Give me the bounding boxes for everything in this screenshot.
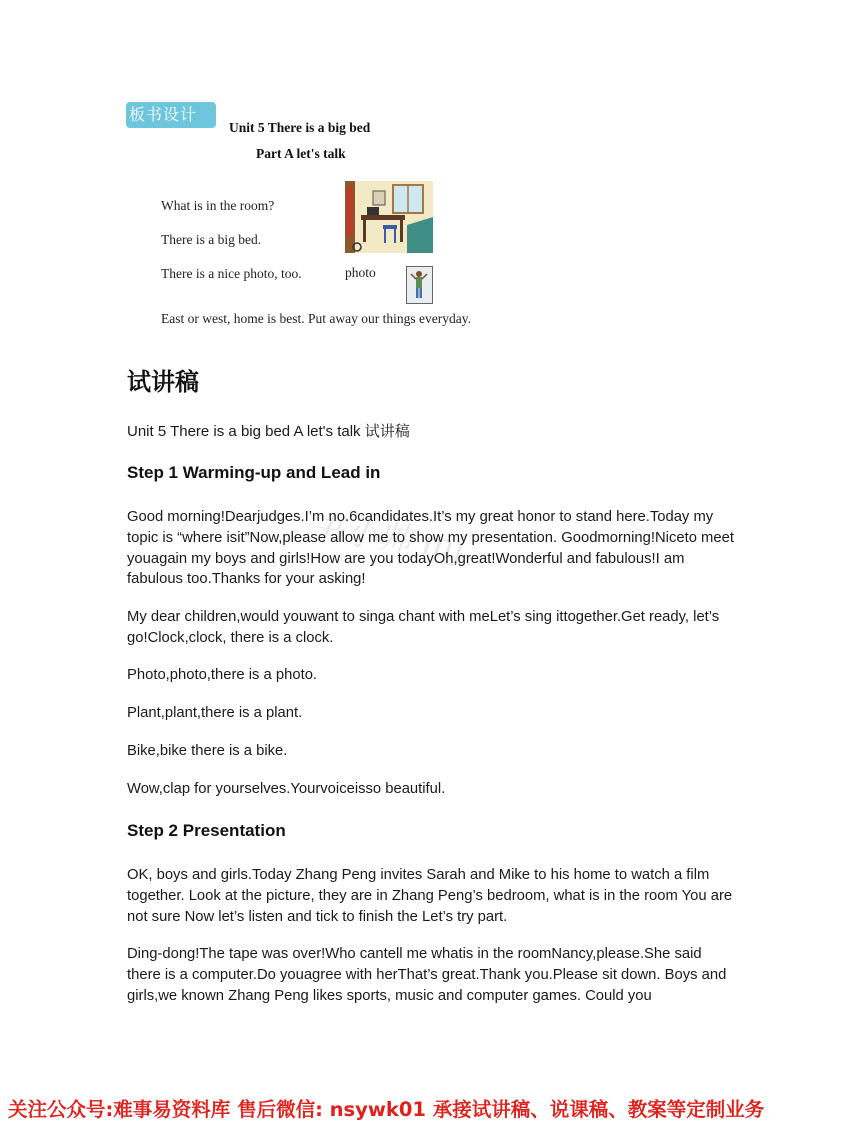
step1-paragraph-5: Bike,bike there is a bike. <box>127 743 288 759</box>
board-design-badge: 板书设计 <box>126 102 216 128</box>
board-line-1: What is in the room? <box>161 198 275 213</box>
step2-title: Step 2 Presentation <box>127 821 286 840</box>
step1-paragraph-3: Photo,photo,there is a photo. <box>127 667 318 683</box>
board-motto: East or west, home is best. Put away our things everyday. <box>161 311 471 326</box>
footer-promo: 关注公众号:难事易资料库 售后微信: nsywk01 承接试讲稿、说课稿、教案等定制业务 <box>8 1098 765 1121</box>
board-subtitle: Part A let's talk <box>256 146 346 161</box>
document-subtitle: Unit 5 There is a big bed A let's talk 试讲稿 <box>127 423 410 440</box>
step1-paragraph-6: Wow,clap for yourselves.Yourvoiceisso beautiful. <box>127 781 446 797</box>
step1-paragraph-1: Good morning!Dearjudges.I’m no.6candidates.It’s my great honor to stand here.Today my topic is “where isit”Now,please allow me to show my presentation. Goodmorning!Niceto meet youagain my boys and girls!How are you todayOh,great!Wonderful and fabulous!I am fabulous too.Thanks for your asking! <box>127 509 734 588</box>
board-title: Unit 5 There is a big bed <box>229 120 371 135</box>
board-line-3: There is a nice photo, too. <box>161 266 302 281</box>
step1-paragraph-2: My dear children,would youwant to singa chant with meLet’s sing ittogether.Get ready, let’s go!Clock,clock, there is a clock. <box>127 609 720 646</box>
watermark: 书小帅 mj <box>307 507 468 569</box>
board-line-2: There is a big bed. <box>161 232 262 247</box>
step1-paragraph-4: Plant,plant,there is a plant. <box>127 705 303 721</box>
step1-title: Step 1 Warming-up and Lead in <box>127 463 381 482</box>
photo-label: photo <box>345 265 376 280</box>
page-heading: 试讲稿 <box>127 368 199 396</box>
photo-illustration <box>406 266 433 304</box>
bedroom-illustration <box>345 181 433 253</box>
step2-paragraph-1: OK, boys and girls.Today Zhang Peng invites Sarah and Mike to his home to watch a film together. Look at the picture, they are in Zhang Peng’s bedroom, what is in the room You are not sure Now let’s listen and tick to finish the Let’s try part. <box>127 867 733 925</box>
step2-paragraph-2: Ding-dong!The tape was over!Who cantell me whatis in the roomNancy,please.She said there is a computer.Do youagree with herThat’s great.Thank you.Please sit down. Boys and girls,we known Zhang Peng likes sports, music and computer games. Could you <box>127 946 727 1004</box>
